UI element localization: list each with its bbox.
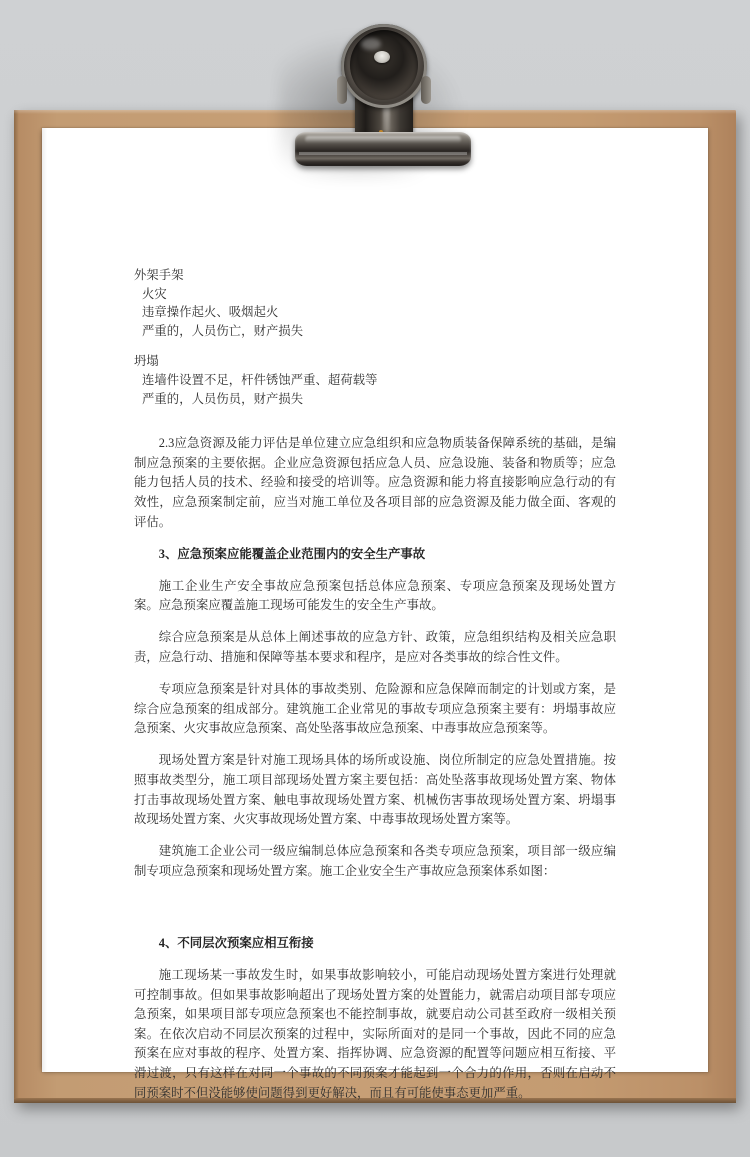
paragraph-plan-linkage: 施工现场某一事故发生时，如果事故影响较小，可能启动现场处置方案进行处理就可控制事故。但如果事故影响超出了现场处置方案的处置能力，就需启动项目部专项应急预案，如果项目部专项应急预案也不能控制事故，就要启动公司甚至政府一级相关预案。在依次启动不同层次预案的过程中，实际所面对的是同一个事故，因此不同的应急预案在应对事故的程序、处置方案、指挥协调、应急资源的配置等问题应相互衔接、平滑过渡，只有这样在对同一个事故的不同预案才能起到一个合力的作用，否则在启动不同预案时不但没能够使问题得到更好解决，而且有可能使事态更加严重。 — [134, 968, 616, 1100]
document-content — [42, 128, 708, 1100]
hazard-line: 违章操作起火、吸烟起火 — [142, 305, 279, 320]
hazard-section-scaffold — [134, 266, 616, 340]
paragraph-plan-types: 施工企业生产安全事故应急预案包括总体应急预案、专项应急预案及现场处置方案。应急预案应覆盖施工现场可能发生的安全生产事故。 — [134, 578, 616, 613]
clip-shadow — [278, 30, 468, 180]
section-heading-3: 3、应急预案应能覆盖企业范围内的安全生产事故 — [158, 546, 426, 561]
figure-placeholder-space — [134, 894, 616, 934]
spacer — [134, 408, 616, 434]
hazard-line: 严重的，人员伤亡，财产损失 — [142, 323, 304, 338]
hazard-line: 严重的，人员伤员，财产损失 — [142, 391, 304, 406]
paragraph-special-plan: 专项应急预案是针对具体的事故类别、危险源和应急保障而制定的计划或方案，是综合应急预案的组成部分。建筑施工企业常见的事故专项应急预案主要有：坍塌事故应急预案、火灾事故应急预案、高处坠落事故应急预案、中毒事故应急预案等。 — [134, 682, 616, 736]
hazard-line: 连墙件设置不足，杆件锈蚀严重、超荷载等 — [142, 372, 378, 387]
document-paper-sheet — [42, 128, 708, 1100]
section-heading-4: 4、不同层次预案应相互衔接 — [158, 935, 314, 950]
hazard-section-collapse — [134, 352, 616, 408]
board-left-edge — [14, 110, 19, 1103]
hazard-title-collapse: 坍塌 — [134, 354, 159, 369]
paragraph-comprehensive-plan: 综合应急预案是从总体上阐述事故的应急方针、政策，应急组织结构及相关应急职责，应急行动、措施和保障等基本要求和程序，是应对各类事故的综合性文件。 — [134, 630, 616, 664]
paragraph-onsite-plan: 现场处置方案是针对施工现场具体的场所或设施、岗位所制定的应急处置措施。按照事故类型分，施工项目部现场处置方案主要包括：高处坠落事故现场处置方案、物体打击事故现场处置方案、触电事故现场处置方案、机械伤害事故现场处置方案、坍塌事故现场处置方案、火灾事故现场处置方案、中毒事故现场处置方案等。 — [134, 753, 616, 827]
hazard-title-scaffold: 外架手架 — [134, 268, 184, 282]
document-text-body — [134, 266, 616, 1116]
paragraph-company-level-plan: 建筑施工企业公司一级应编制总体应急预案和各类专项应急预案，项目部一级应编制专项应急预案和现场处置方案。施工企业安全生产事故应急预案体系如图： — [134, 844, 616, 878]
hazard-line: 火灾 — [142, 286, 167, 301]
spacer — [134, 340, 616, 352]
paragraph-resource-assessment: 2.3应急资源及能力评估是单位建立应急组织和应急物质装备保障系统的基础，是编制应急预案的主要依据。企业应急资源包括应急人员、应急设施、装备和物质等；应急能力包括人员的技术、经验和接受的培训等。应急资源和能力将直接影响应急行动的有效性，应急预案制定前，应当对施工单位及各项目部的应急资源及能力做全面、客观的评估。 — [134, 436, 616, 529]
